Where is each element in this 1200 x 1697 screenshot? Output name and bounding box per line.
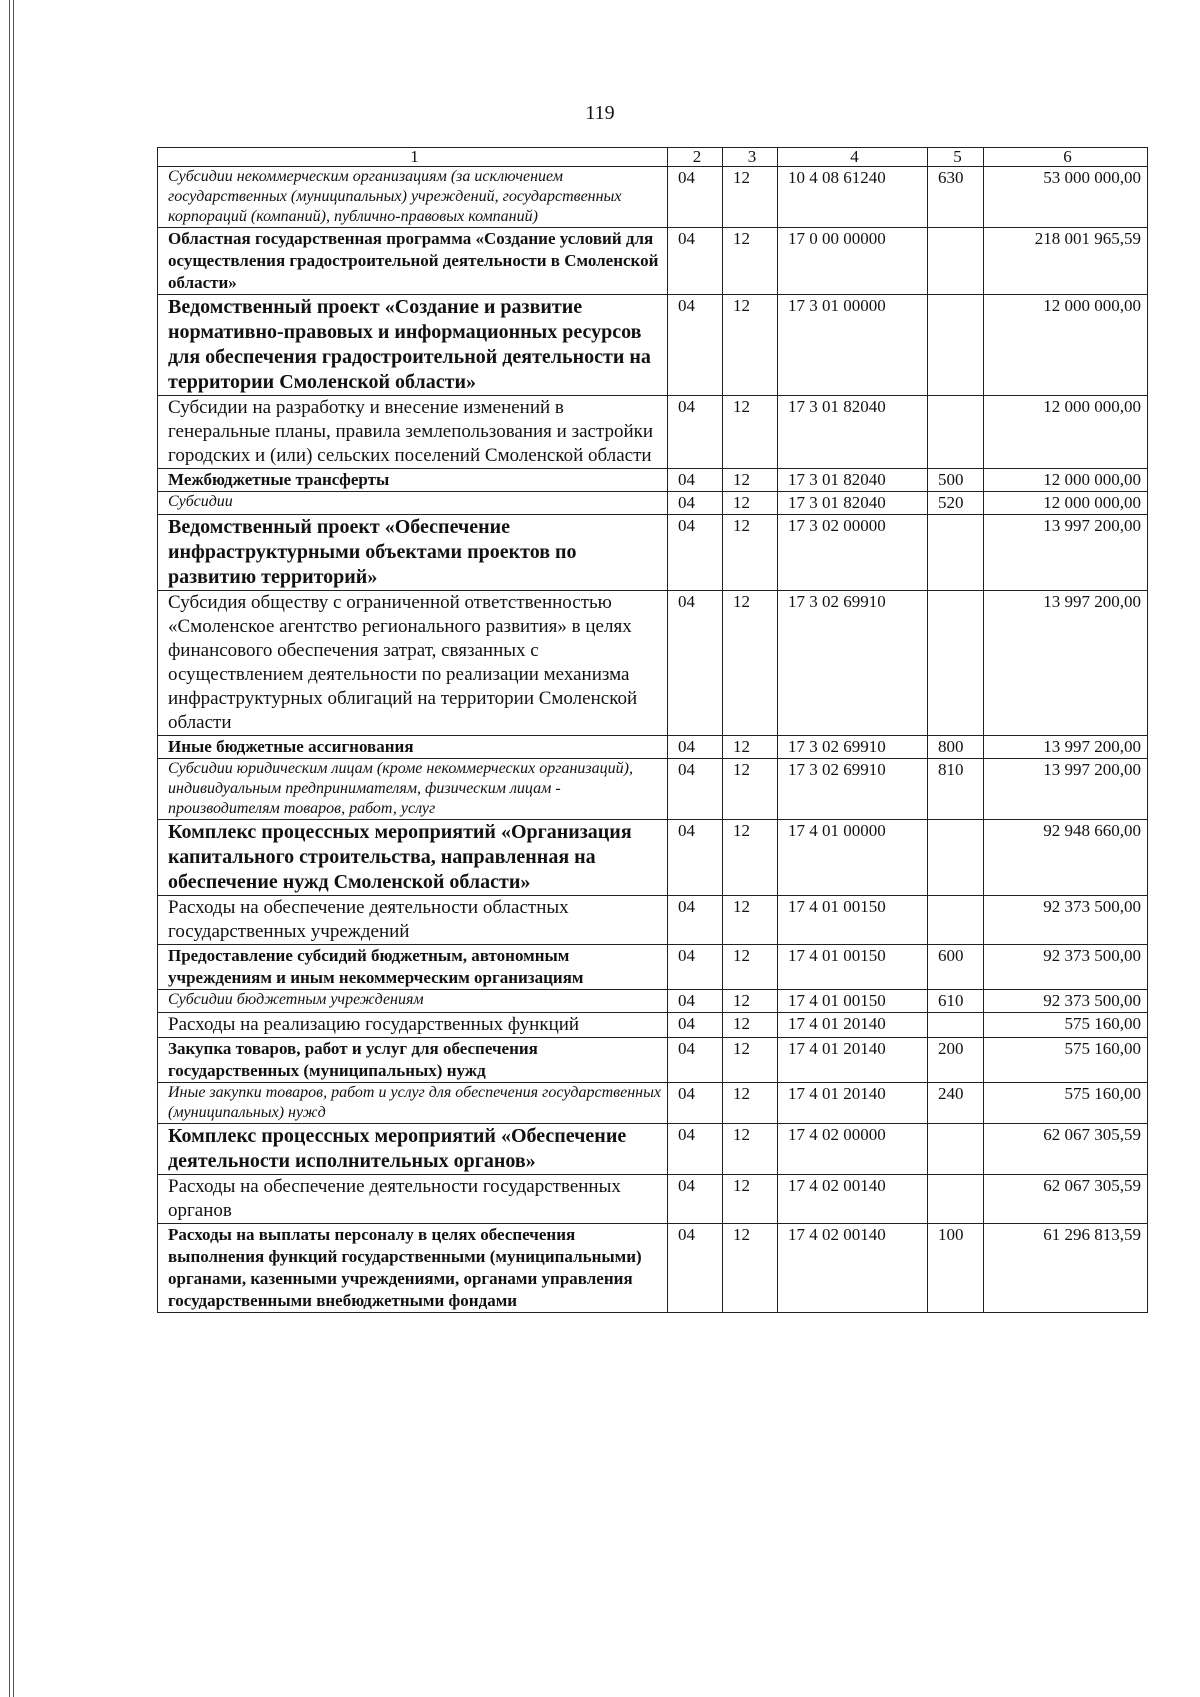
table-row xyxy=(158,820,1148,896)
subsection-code: 12 xyxy=(723,1013,778,1038)
row-name: Областная государственная программа «Создание условий для осуществления градостроительной деятельности в Смоленской области» xyxy=(158,228,668,295)
column-header: 3 xyxy=(723,148,778,167)
table-row xyxy=(158,759,1148,820)
expense-type-code xyxy=(928,228,984,295)
target-article-code: 17 3 02 00000 xyxy=(778,515,928,591)
section-code: 04 xyxy=(668,396,723,469)
expense-type-code: 240 xyxy=(928,1083,984,1124)
expense-type-code xyxy=(928,591,984,736)
row-name: Субсидии некоммерческим организациям (за исключением государственных (муниципальных) учреждений, государственных корпораций (компаний), публично-правовых компаний) xyxy=(158,167,668,228)
amount: 61 296 813,59 xyxy=(984,1224,1148,1313)
column-header: 2 xyxy=(668,148,723,167)
table-row xyxy=(158,1083,1148,1124)
row-name: Комплекс процессных мероприятий «Организация капитального строительства, направленная на обеспечение нужд Смоленской области» xyxy=(158,820,668,896)
expense-type-code: 800 xyxy=(928,736,984,759)
expense-type-code: 630 xyxy=(928,167,984,228)
row-name: Межбюджетные трансферты xyxy=(158,469,668,492)
table-row xyxy=(158,1013,1148,1038)
target-article-code: 17 4 01 20140 xyxy=(778,1038,928,1083)
section-code: 04 xyxy=(668,990,723,1013)
section-code: 04 xyxy=(668,492,723,515)
subsection-code: 12 xyxy=(723,492,778,515)
subsection-code: 12 xyxy=(723,945,778,990)
subsection-code: 12 xyxy=(723,1038,778,1083)
expense-type-code: 520 xyxy=(928,492,984,515)
target-article-code: 17 3 01 82040 xyxy=(778,396,928,469)
section-code: 04 xyxy=(668,1124,723,1175)
target-article-code: 10 4 08 61240 xyxy=(778,167,928,228)
table-header-row xyxy=(158,148,1148,167)
section-code: 04 xyxy=(668,896,723,945)
column-header: 6 xyxy=(984,148,1148,167)
expense-type-code xyxy=(928,1013,984,1038)
subsection-code: 12 xyxy=(723,896,778,945)
target-article-code: 17 3 02 69910 xyxy=(778,736,928,759)
subsection-code: 12 xyxy=(723,1083,778,1124)
table-row xyxy=(158,396,1148,469)
expense-type-code xyxy=(928,295,984,396)
row-name: Иные закупки товаров, работ и услуг для обеспечения государственных (муниципальных) нужд xyxy=(158,1083,668,1124)
row-name: Расходы на обеспечение деятельности областных государственных учреждений xyxy=(158,896,668,945)
table-row xyxy=(158,295,1148,396)
expense-type-code xyxy=(928,396,984,469)
section-code: 04 xyxy=(668,1175,723,1224)
amount: 13 997 200,00 xyxy=(984,736,1148,759)
subsection-code: 12 xyxy=(723,228,778,295)
target-article-code: 17 3 02 69910 xyxy=(778,591,928,736)
subsection-code: 12 xyxy=(723,591,778,736)
expense-type-code xyxy=(928,1175,984,1224)
scan-edge-line xyxy=(13,0,14,1697)
amount: 12 000 000,00 xyxy=(984,396,1148,469)
subsection-code: 12 xyxy=(723,167,778,228)
column-header: 4 xyxy=(778,148,928,167)
table-row xyxy=(158,896,1148,945)
subsection-code: 12 xyxy=(723,1224,778,1313)
target-article-code: 17 4 01 00150 xyxy=(778,990,928,1013)
amount: 92 948 660,00 xyxy=(984,820,1148,896)
row-name: Закупка товаров, работ и услуг для обеспечения государственных (муниципальных) нужд xyxy=(158,1038,668,1083)
subsection-code: 12 xyxy=(723,736,778,759)
target-article-code: 17 3 01 00000 xyxy=(778,295,928,396)
subsection-code: 12 xyxy=(723,759,778,820)
amount: 53 000 000,00 xyxy=(984,167,1148,228)
amount: 13 997 200,00 xyxy=(984,759,1148,820)
amount: 92 373 500,00 xyxy=(984,896,1148,945)
row-name: Субсидия обществу с ограниченной ответственностью «Смоленское агентство регионального развития» в целях финансового обеспечения затрат, связанных с осуществлением деятельности по реализации механизма инфраструктурных облигаций на территории Смоленской области xyxy=(158,591,668,736)
amount: 92 373 500,00 xyxy=(984,945,1148,990)
row-name: Иные бюджетные ассигнования xyxy=(158,736,668,759)
target-article-code: 17 4 01 20140 xyxy=(778,1013,928,1038)
section-code: 04 xyxy=(668,1083,723,1124)
target-article-code: 17 4 02 00140 xyxy=(778,1175,928,1224)
subsection-code: 12 xyxy=(723,820,778,896)
section-code: 04 xyxy=(668,759,723,820)
section-code: 04 xyxy=(668,945,723,990)
section-code: 04 xyxy=(668,591,723,736)
row-name: Расходы на реализацию государственных функций xyxy=(158,1013,668,1038)
subsection-code: 12 xyxy=(723,515,778,591)
row-name: Комплекс процессных мероприятий «Обеспечение деятельности исполнительных органов» xyxy=(158,1124,668,1175)
table-body xyxy=(158,167,1148,1313)
expense-type-code xyxy=(928,820,984,896)
row-name: Ведомственный проект «Обеспечение инфраструктурными объектами проектов по развитию территорий» xyxy=(158,515,668,591)
amount: 218 001 965,59 xyxy=(984,228,1148,295)
amount: 12 000 000,00 xyxy=(984,295,1148,396)
target-article-code: 17 4 02 00000 xyxy=(778,1124,928,1175)
table-row xyxy=(158,990,1148,1013)
section-code: 04 xyxy=(668,515,723,591)
table-row xyxy=(158,1038,1148,1083)
section-code: 04 xyxy=(668,1013,723,1038)
amount: 12 000 000,00 xyxy=(984,469,1148,492)
expense-type-code: 100 xyxy=(928,1224,984,1313)
table-row xyxy=(158,1175,1148,1224)
target-article-code: 17 4 02 00140 xyxy=(778,1224,928,1313)
table-row xyxy=(158,228,1148,295)
row-name: Субсидии бюджетным учреждениям xyxy=(158,990,668,1013)
row-name: Расходы на обеспечение деятельности государственных органов xyxy=(158,1175,668,1224)
amount: 575 160,00 xyxy=(984,1013,1148,1038)
expense-type-code: 600 xyxy=(928,945,984,990)
target-article-code: 17 4 01 00150 xyxy=(778,945,928,990)
target-article-code: 17 3 01 82040 xyxy=(778,469,928,492)
table-row xyxy=(158,945,1148,990)
amount: 13 997 200,00 xyxy=(984,591,1148,736)
section-code: 04 xyxy=(668,167,723,228)
table-row xyxy=(158,492,1148,515)
amount: 575 160,00 xyxy=(984,1083,1148,1124)
subsection-code: 12 xyxy=(723,469,778,492)
column-header: 1 xyxy=(158,148,668,167)
amount: 575 160,00 xyxy=(984,1038,1148,1083)
expense-type-code xyxy=(928,896,984,945)
row-name: Предоставление субсидий бюджетным, автономным учреждениям и иным некоммерческим организациям xyxy=(158,945,668,990)
section-code: 04 xyxy=(668,228,723,295)
table-row xyxy=(158,1124,1148,1175)
column-header: 5 xyxy=(928,148,984,167)
subsection-code: 12 xyxy=(723,1175,778,1224)
target-article-code: 17 3 02 69910 xyxy=(778,759,928,820)
section-code: 04 xyxy=(668,820,723,896)
expense-type-code: 810 xyxy=(928,759,984,820)
table-row xyxy=(158,167,1148,228)
table-row xyxy=(158,736,1148,759)
subsection-code: 12 xyxy=(723,295,778,396)
expense-type-code xyxy=(928,1124,984,1175)
table-row xyxy=(158,1224,1148,1313)
section-code: 04 xyxy=(668,295,723,396)
row-name: Субсидии на разработку и внесение изменений в генеральные планы, правила землепользования и застройки городских и (или) сельских поселений Смоленской области xyxy=(158,396,668,469)
subsection-code: 12 xyxy=(723,1124,778,1175)
amount: 12 000 000,00 xyxy=(984,492,1148,515)
amount: 62 067 305,59 xyxy=(984,1124,1148,1175)
amount: 13 997 200,00 xyxy=(984,515,1148,591)
row-name: Расходы на выплаты персоналу в целях обеспечения выполнения функций государственными (муниципальными) органами, казенными учреждениями, органами управления государственными внебюджетными фондами xyxy=(158,1224,668,1313)
section-code: 04 xyxy=(668,1224,723,1313)
target-article-code: 17 3 01 82040 xyxy=(778,492,928,515)
subsection-code: 12 xyxy=(723,396,778,469)
target-article-code: 17 0 00 00000 xyxy=(778,228,928,295)
table-row xyxy=(158,591,1148,736)
section-code: 04 xyxy=(668,1038,723,1083)
expense-type-code: 610 xyxy=(928,990,984,1013)
row-name: Ведомственный проект «Создание и развитие нормативно-правовых и информационных ресурсов для обеспечения градостроительной деятельности на территории Смоленской области» xyxy=(158,295,668,396)
amount: 92 373 500,00 xyxy=(984,990,1148,1013)
page-number: 119 xyxy=(585,102,615,124)
target-article-code: 17 4 01 20140 xyxy=(778,1083,928,1124)
section-code: 04 xyxy=(668,469,723,492)
scan-edge-line xyxy=(9,0,10,1697)
target-article-code: 17 4 01 00150 xyxy=(778,896,928,945)
table-row xyxy=(158,515,1148,591)
subsection-code: 12 xyxy=(723,990,778,1013)
expense-type-code: 200 xyxy=(928,1038,984,1083)
section-code: 04 xyxy=(668,736,723,759)
row-name: Субсидии xyxy=(158,492,668,515)
budget-table xyxy=(157,147,1148,1313)
target-article-code: 17 4 01 00000 xyxy=(778,820,928,896)
table-row xyxy=(158,469,1148,492)
row-name: Субсидии юридическим лицам (кроме некоммерческих организаций), индивидуальным предпринимателям, физическим лицам - производителям товаров, работ, услуг xyxy=(158,759,668,820)
expense-type-code xyxy=(928,515,984,591)
expense-type-code: 500 xyxy=(928,469,984,492)
amount: 62 067 305,59 xyxy=(984,1175,1148,1224)
